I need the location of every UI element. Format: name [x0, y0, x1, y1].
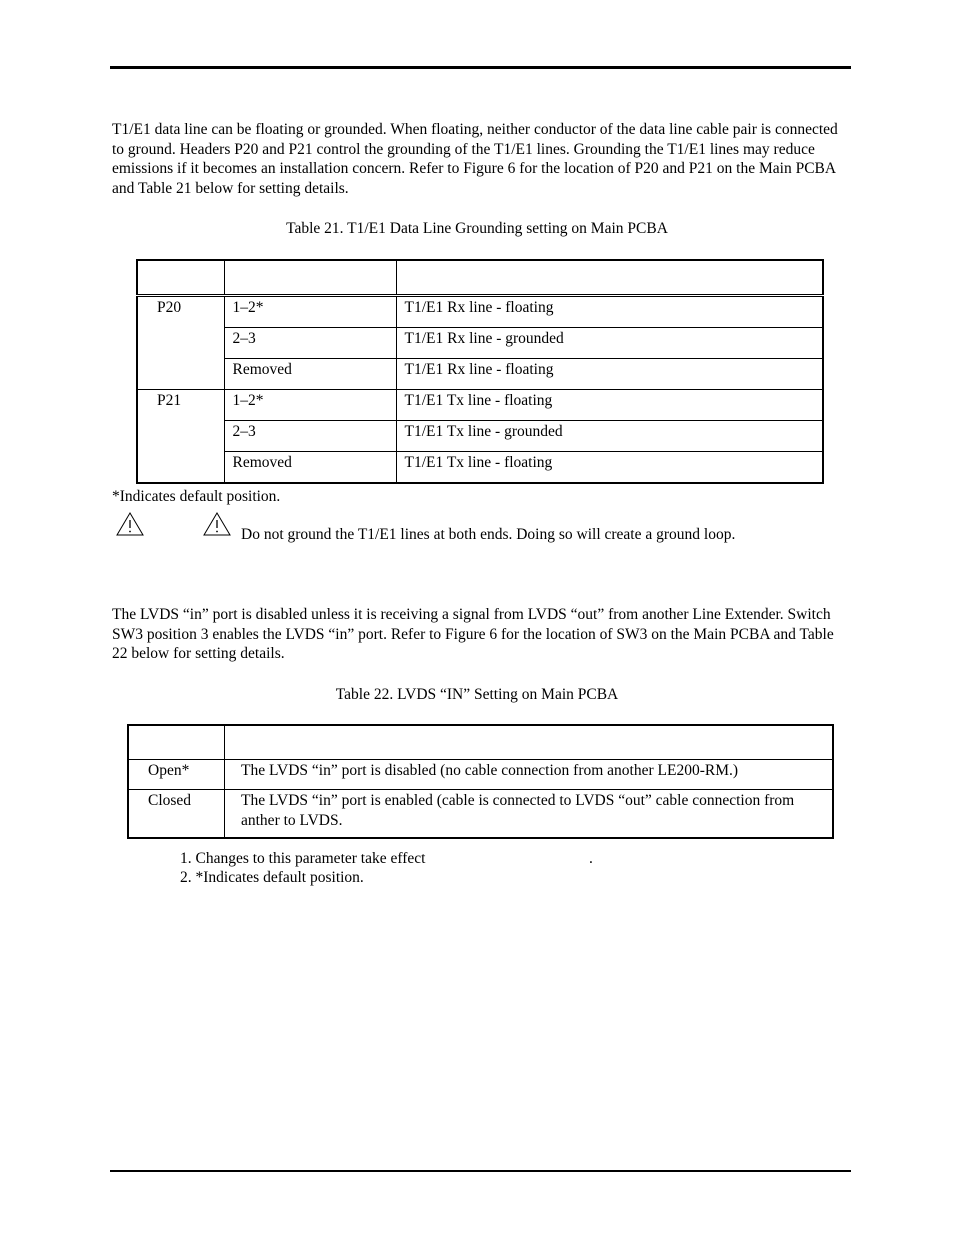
header-name-cell: P21 [137, 390, 224, 484]
setting-cell: 1–2* [224, 390, 396, 421]
header-cell-header [137, 260, 224, 296]
table-header-row [128, 725, 833, 760]
lvds-paragraph: The LVDS “in” port is disabled unless it is receiving a signal from LVDS “out” from another Line Extender. Switch SW3 position 3 enables the LVDS “in” port. Refer to Figure 6 for the location of SW3 on the Main PCBA and Table 22 below for setting details. [112, 606, 834, 663]
header-cell-setting [224, 260, 396, 296]
table22-note-1-end: . [589, 850, 593, 867]
setting-cell: Removed [224, 452, 396, 484]
function-cell: T1/E1 Tx line - grounded [396, 421, 823, 452]
footer-rule [110, 1170, 851, 1172]
caution-triangle-icon [203, 512, 231, 536]
table-row [137, 359, 823, 390]
function-cell: T1/E1 Rx line - floating [396, 359, 823, 390]
table-header-row [137, 260, 823, 296]
function-cell: T1/E1 Tx line - floating [396, 452, 823, 484]
grounding-table [136, 259, 824, 484]
table-row [128, 790, 833, 839]
table21-caption: Table 21. T1/E1 Data Line Grounding setting on Main PCBA [286, 220, 668, 237]
function-cell: T1/E1 Tx line - floating [396, 390, 823, 421]
function-cell: T1/E1 Rx line - grounded [396, 328, 823, 359]
function-cell: The LVDS “in” port is disabled (no cable connection from another LE200-RM.) [225, 760, 834, 790]
header-cell-setting [128, 725, 225, 760]
intro-paragraph: T1/E1 data line can be floating or grounded. When floating, neither conductor of the data line cable pair is connected to ground. Headers P20 and P21 control the grounding of the T1/E1 lines. Grounding the T1/E1 lines may reduce emissions if it becomes an installation concern. Refer to Figure 6 for the location of P20 and P21 on the Main PCBA and Table 21 below for setting details. [112, 121, 838, 198]
table22-note-1: 1. Changes to this parameter take effect [180, 850, 426, 867]
header-cell-function [225, 725, 834, 760]
header-rule [110, 66, 851, 69]
table-row [137, 296, 823, 328]
function-cell: The LVDS “in” port is enabled (cable is connected to LVDS “out” cable connection from anther to LVDS. [225, 790, 834, 839]
setting-cell: Open* [128, 760, 225, 790]
setting-cell: 2–3 [224, 328, 396, 359]
warning-triangle-icon [116, 512, 144, 536]
lvds-table [127, 724, 834, 839]
setting-cell: Removed [224, 359, 396, 390]
table21-footnote: *Indicates default position. [112, 488, 281, 505]
header-cell-function [396, 260, 823, 296]
header-name-cell: P20 [137, 296, 224, 390]
setting-cell: 1–2* [224, 296, 396, 328]
table22-caption: Table 22. LVDS “IN” Setting on Main PCBA [335, 686, 619, 703]
setting-cell: Closed [128, 790, 225, 839]
table-row [128, 760, 833, 790]
setting-cell: 2–3 [224, 421, 396, 452]
table-row [137, 390, 823, 421]
table-row [137, 452, 823, 484]
table22-note-2: 2. *Indicates default position. [180, 869, 364, 886]
warning-text: Do not ground the T1/E1 lines at both ends. Doing so will create a ground loop. [241, 526, 736, 543]
function-cell: T1/E1 Rx line - floating [396, 296, 823, 328]
table-row [137, 421, 823, 452]
table-row [137, 328, 823, 359]
